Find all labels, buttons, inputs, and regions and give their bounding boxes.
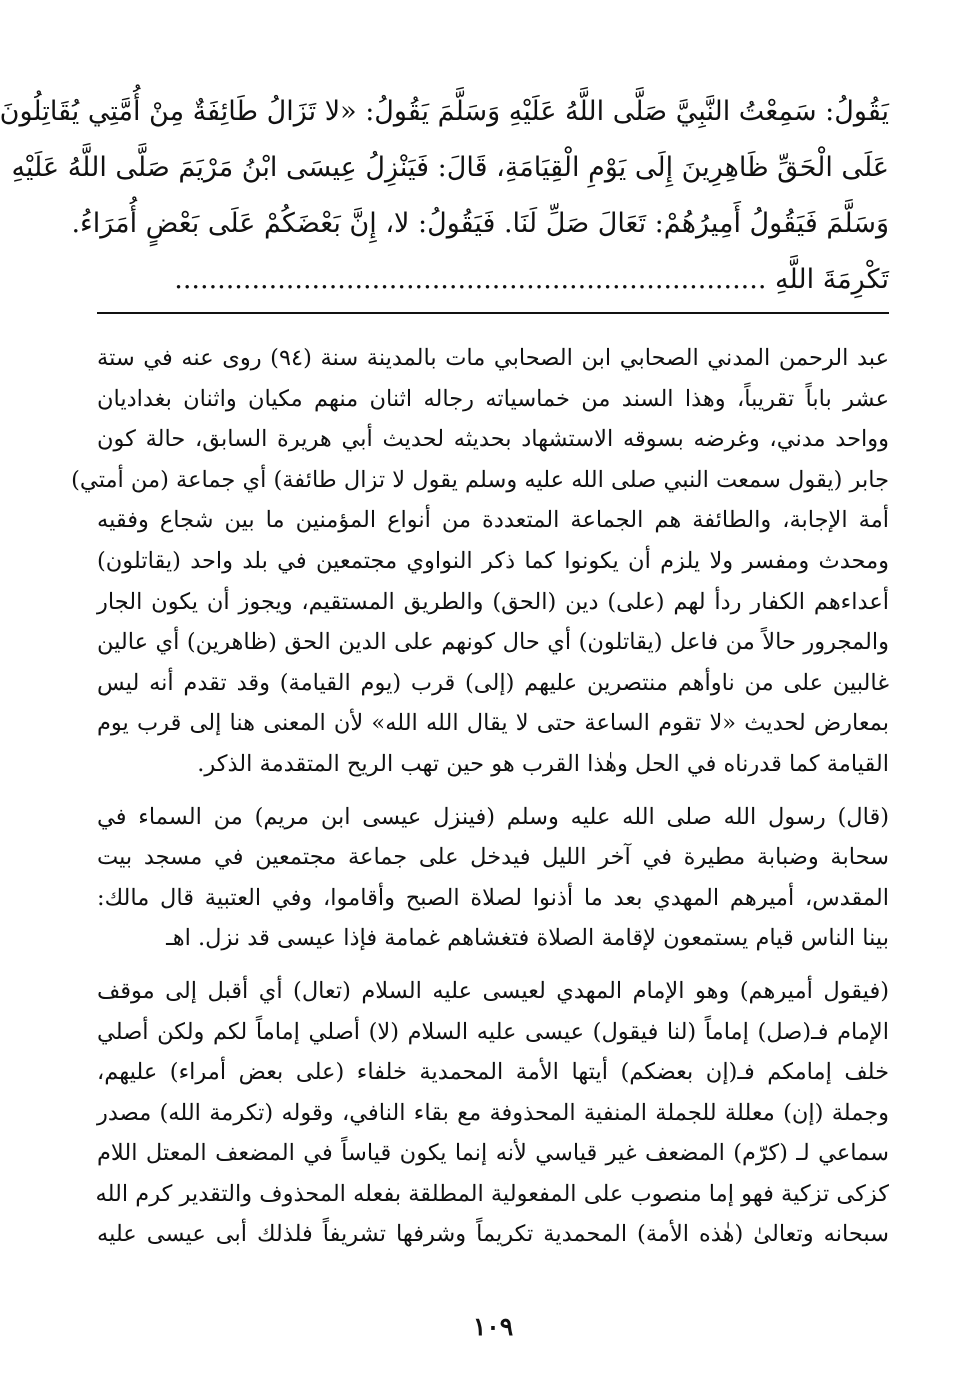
hadith-line: وَسَلَّمَ فَيَقُولُ أَمِيرُهُمْ: تَعَالَ صَلِّ لَنَا. فَيَقُولُ: لا، إِنَّ بَعْضَكُمْ عَلَى بَعْضٍ أُمَرَاءُ. — [71, 208, 889, 239]
commentary-line: بينا الناس قيام يستمعون لإقامة الصلاة فتغشاهم غمامة فإذا عيسى قد نزل. اهـ — [166, 925, 889, 952]
hadith-text — [0, 84, 889, 308]
commentary-line: سحابة وضبابة مطيرة في آخر الليل فيدخل على جماعة مجتمعين في مسجد بيت — [97, 844, 889, 871]
commentary-line: سماعي لـ (كرّم) المضعف غير قياسي لأنه إنما يكون قياساً في المضعف المعتل اللام — [97, 1140, 889, 1167]
commentary-line: الإمام فـ(صل) إماماً (لنا فيقول) عيسى عليه السلام (لا) أصلي إماماً لكم ولكن أصلي — [97, 1018, 889, 1045]
commentary-line: (قال) رسول الله صلى الله عليه وسلم (فينزل عيسى ابن مريم) من السماء في — [97, 803, 889, 830]
commentary-line: وواحد مدني، وغرضه بسوقه الاستشهاد بحديثه لحديث أبي هريرة السابق، حالة كون — [97, 426, 889, 453]
commentary-line: عشر باباً تقريباً، وهذا السند من خماسياته رجاله اثنان منهم مكيان واثنان بغداديان — [97, 385, 889, 412]
commentary-line: سبحانه وتعالىٰ (هٰذه الأمة) المحمدية تكريماً وشرفها تشريفاً فلذلك أبى عيسى عليه — [97, 1221, 889, 1248]
commentary-paragraph — [71, 338, 889, 785]
commentary-line: كزكى تزكية فهو إما منصوب على المفعولية المطلقة بفعله المحذوف والتقدير كرم الله — [95, 1180, 889, 1207]
commentary-paragraph — [97, 971, 889, 1255]
commentary-line: (فيقول أميرهم) وهو الإمام المهدي لعيسى عليه السلام (تعال) أي أقبل إلى موقف — [97, 977, 889, 1004]
commentary-line: أعداءهم الكفار ردأ لهم (على) دين (الحق) والطريق المستقيم، ويجوز أن يكون الجار — [97, 588, 889, 615]
hadith-line: يَقُولُ: سَمِعْتُ النَّبِيَّ صَلَّى اللَّهُ عَلَيْهِ وَسَلَّمَ يَقُولُ: «لا تَزَالُ طَائِفَةٌ مِنْ أُمَّتِي يُقَاتِلُونَ — [0, 96, 889, 127]
commentary-line: والمجرور حالاً من فاعل (يقاتلون) أي حال كونهم على الدين الحق (ظاهرين) أي عالين — [97, 629, 889, 656]
commentary-line: غالبين على من ناوأهم منتصرين عليهم (إلى) قرب (يوم القيامة) وقد تقدم أنه ليس — [97, 669, 889, 696]
commentary-paragraph — [97, 797, 889, 959]
commentary-line: وجملة (إن) معللة للجملة المنفية المحذوفة مع بقاء النافي، وقوله (تكرمة الله) مصدر — [97, 1099, 889, 1126]
book-page — [0, 84, 889, 1380]
commentary-line: جابر (يقول سمعت النبي صلى الله عليه وسلم يقول لا تزال طائفة) أي جماعة (من أمتي) — [71, 466, 889, 493]
commentary-text — [71, 338, 889, 1267]
commentary-line: ومحدث ومفسر ولا يلزم أن يكونوا كما ذكر النواوي مجتمعين في بلد واحد (يقاتلون) — [97, 547, 889, 574]
commentary-line: المقدس، أميرهم المهدي بعد ما أذنوا لصلاة الصبح وأقاموا، وفي العتبية قال مالك: — [97, 884, 889, 911]
page-number: ١٠٩ — [472, 1312, 514, 1341]
hadith-line: تَكْرِمَةَ اللَّهِ ..................................................................... — [174, 264, 889, 295]
section-divider — [97, 312, 889, 314]
commentary-line: عبد الرحمن المدني الصحابي ابن الصحابي مات بالمدينة سنة (٩٤) روى عنه في ستة — [97, 345, 889, 371]
hadith-line: عَلَى الْحَقِّ ظَاهِرِينَ إِلَى يَوْمِ الْقِيَامَةِ، قَالَ: فَيَنْزِلُ عِيسَى ابْنُ مَرْيَمَ صَلَّى اللَّهُ عَلَيْهِ — [11, 152, 889, 183]
commentary-line: خلف إمامكم فـ(إن بعضكم) أيتها الأمة المحمدية خلفاء (على بعض أمراء) عليهم، — [97, 1059, 889, 1086]
commentary-line: القيامة كما قدرناه في الحل وهٰذا القرب هو حين تهب الريح المتقدمة الذكر. — [197, 750, 889, 777]
commentary-line: أمة الإجابة، والطائفة هم الجماعة المتعددة من أنواع المؤمنين ما بين شجاع وفقيه — [97, 507, 889, 534]
commentary-line: بمعارض لحديث «لا تقوم الساعة حتى لا يقال الله الله» لأن المعنى هنا إلى قرب يوم — [97, 710, 889, 737]
